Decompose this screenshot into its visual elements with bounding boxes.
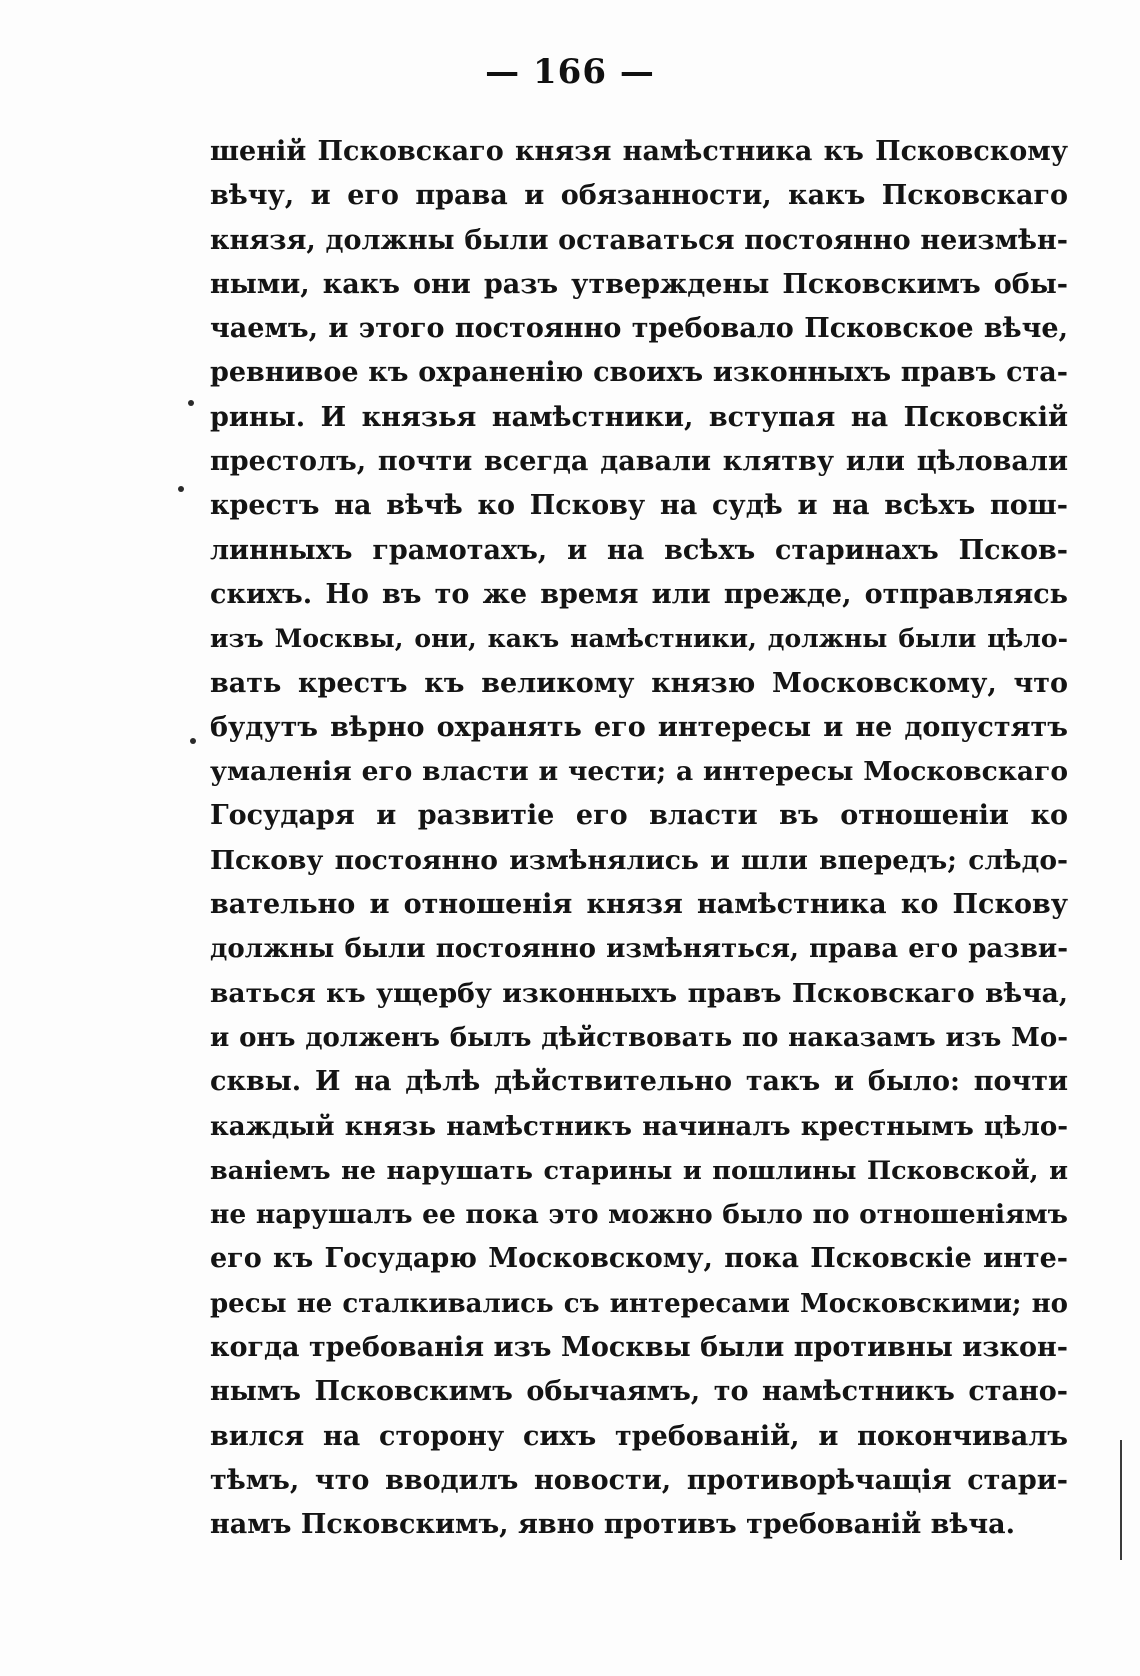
text-line: будутъ вѣрно охранять его интересы и не допустятъ: [210, 711, 1068, 743]
text-line: ресы не сталкивались съ интересами Московскими; но: [210, 1288, 1068, 1319]
margin-dot: [178, 486, 184, 492]
text-line: когда требованія изъ Москвы были противны изкон-: [210, 1332, 1068, 1364]
text-line: нымъ Псковскимъ обычаямъ, то намѣстникъ стано-: [210, 1376, 1068, 1408]
text-line: ными, какъ они разъ утверждены Псковскимъ обы-: [210, 268, 1068, 300]
text-line: вательно и отношенія князя намѣстника ко Пскову: [210, 889, 1068, 921]
text-line: и онъ долженъ былъ дѣйствовать по наказамъ изъ Мо-: [210, 1022, 1068, 1053]
text-line: скихъ. Но въ то же время или прежде, отправляясь: [210, 578, 1068, 610]
text-line: ваться къ ущербу изконныхъ правъ Псковскаго вѣча,: [210, 977, 1068, 1009]
margin-dot: [188, 400, 194, 406]
text-line: должны были постоянно измѣняться, права его разви-: [210, 934, 1068, 965]
text-line: рины. И князья намѣстники, вступая на Псковскій: [210, 401, 1068, 433]
text-line: не нарушалъ ее пока это можно было по отношеніямъ: [210, 1199, 1068, 1231]
text-line: умаленія его власти и чести; а интересы Московскаго: [210, 756, 1068, 788]
text-line: князя, должны были оставаться постоянно неизмѣн-: [210, 224, 1068, 256]
text-line: ваніемъ не нарушать старины и пошлины Псковской, и: [210, 1155, 1068, 1186]
text-line: вѣчу, и его права и обязанности, какъ Псковскаго: [210, 180, 1068, 212]
text-line: престолъ, почти всегда давали клятву или цѣловали: [210, 446, 1068, 478]
text-line: изъ Москвы, они, какъ намѣстники, должны были цѣло-: [210, 624, 1068, 654]
text-line: Государя и развитіе его власти въ отношеніи ко: [210, 800, 1068, 832]
text-line: вать крестъ къ великому князю Московскому, что: [210, 667, 1068, 699]
text-line: сквы. И на дѣлѣ дѣйствительно такъ и было: почти: [210, 1066, 1068, 1098]
page-number: — 166 —: [485, 52, 655, 92]
text-line: ревнивое къ охраненію своихъ изконныхъ правъ ста-: [210, 357, 1068, 389]
text-line: его къ Государю Московскому, пока Псковскіе инте-: [210, 1243, 1068, 1275]
body-text: [210, 130, 1068, 1548]
text-line: намъ Псковскимъ, явно противъ требованій вѣча.: [210, 1509, 1016, 1541]
text-line: линныхъ грамотахъ, и на всѣхъ старинахъ Псков-: [210, 534, 1068, 566]
text-line: каждый князь намѣстникъ начиналъ крестнымъ цѣло-: [210, 1111, 1068, 1142]
text-line: шеній Псковскаго князя намѣстника къ Псковскому: [210, 136, 1068, 167]
text-line: чаемъ, и этого постоянно требовало Псковское вѣче,: [210, 313, 1068, 345]
text-line: вился на сторону сихъ требованій, и покончивалъ: [210, 1420, 1068, 1452]
text-line: тѣмъ, что вводилъ новости, противорѣчащія стари-: [210, 1464, 1068, 1496]
text-line: крестъ на вѣчѣ ко Пскову на судѣ и на всѣхъ пош-: [210, 490, 1068, 522]
page-edge-mark: [1120, 1440, 1122, 1560]
margin-dot: [190, 738, 196, 744]
text-line: Пскову постоянно измѣнялись и шли впередъ; слѣдо-: [210, 844, 1068, 876]
